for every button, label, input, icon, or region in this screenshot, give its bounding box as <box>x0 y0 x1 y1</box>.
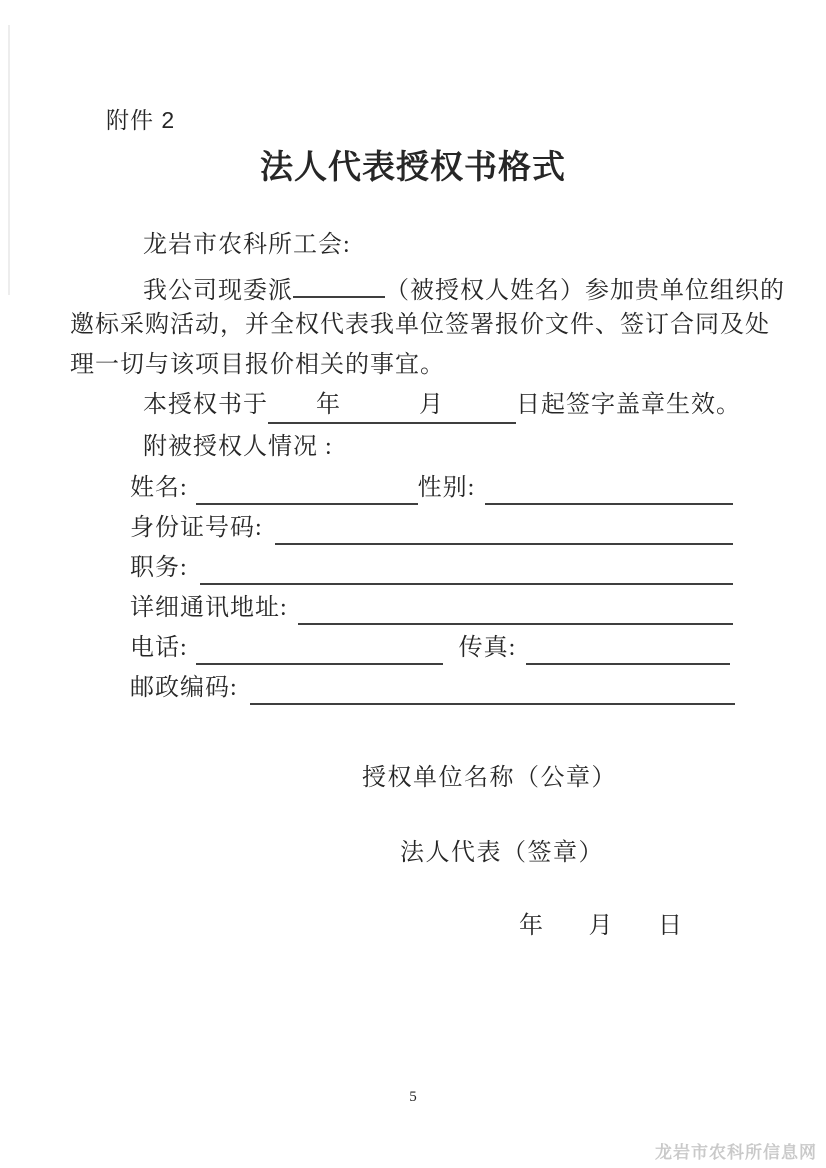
commission-line-1 <box>143 269 785 308</box>
address-row <box>130 592 733 625</box>
date-day-char: 日 <box>658 913 684 939</box>
month-blank <box>341 411 419 412</box>
effective-prefix: 本授权书于 <box>143 392 268 418</box>
attachment-label: 附件 2 <box>106 107 176 133</box>
attachee-heading: 附被授权人情况 : <box>143 434 333 460</box>
position-blank <box>200 554 733 585</box>
id-number-label: 身份证号码: <box>130 515 263 541</box>
date-month-char: 月 <box>588 913 614 939</box>
commission-appointee-blank <box>293 269 385 298</box>
phone-blank <box>196 634 443 665</box>
phone-fax-row <box>130 632 730 665</box>
year-blank <box>268 411 316 412</box>
effective-suffix: 日起签字盖章生效。 <box>516 392 741 418</box>
name-gender-row <box>130 472 733 505</box>
fax-label: 传真: <box>458 635 517 661</box>
date-spacer <box>545 932 589 933</box>
address-blank <box>298 594 733 625</box>
id-number-blank <box>275 514 733 545</box>
page-number: 5 <box>409 1089 417 1105</box>
document-title: 法人代表授权书格式 <box>260 150 566 186</box>
postal-code-row <box>130 672 735 705</box>
date-spacer <box>614 932 658 933</box>
signature-unit-line: 授权单位名称（公章） <box>362 765 617 791</box>
id-number-row <box>130 512 733 545</box>
commission-after-blank: （被授权人姓名）参加贵单位组织的 <box>385 278 785 304</box>
gender-blank <box>485 474 733 505</box>
postal-code-blank <box>250 674 735 705</box>
phone-label: 电话: <box>130 635 188 661</box>
gender-label: 性别: <box>417 475 476 501</box>
position-label: 职务: <box>130 555 188 581</box>
commission-line-3: 理一切与该项目报价相关的事宜。 <box>70 352 445 378</box>
commission-before-blank: 我公司现委派 <box>143 278 293 304</box>
effective-date-underline <box>268 389 516 424</box>
effective-line <box>143 389 741 424</box>
postal-code-label: 邮政编码: <box>130 675 238 701</box>
signature-date-line <box>519 905 684 940</box>
watermark: 龙岩市农科所信息网 <box>655 1143 817 1162</box>
month-char: 月 <box>419 392 444 418</box>
day-blank <box>444 411 516 412</box>
name-blank <box>196 474 418 505</box>
commission-line-2: 邀标采购活动，并全权代表我单位签署报价文件、签订合同及处 <box>70 312 770 338</box>
position-row <box>130 552 733 585</box>
address-label: 详细通讯地址: <box>130 595 288 621</box>
date-year-char: 年 <box>519 913 545 939</box>
year-char: 年 <box>316 392 341 418</box>
fax-blank <box>526 634 730 665</box>
signature-rep-line: 法人代表（签章） <box>400 840 604 866</box>
salutation: 龙岩市农科所工会: <box>143 232 351 258</box>
name-label: 姓名: <box>130 475 188 501</box>
